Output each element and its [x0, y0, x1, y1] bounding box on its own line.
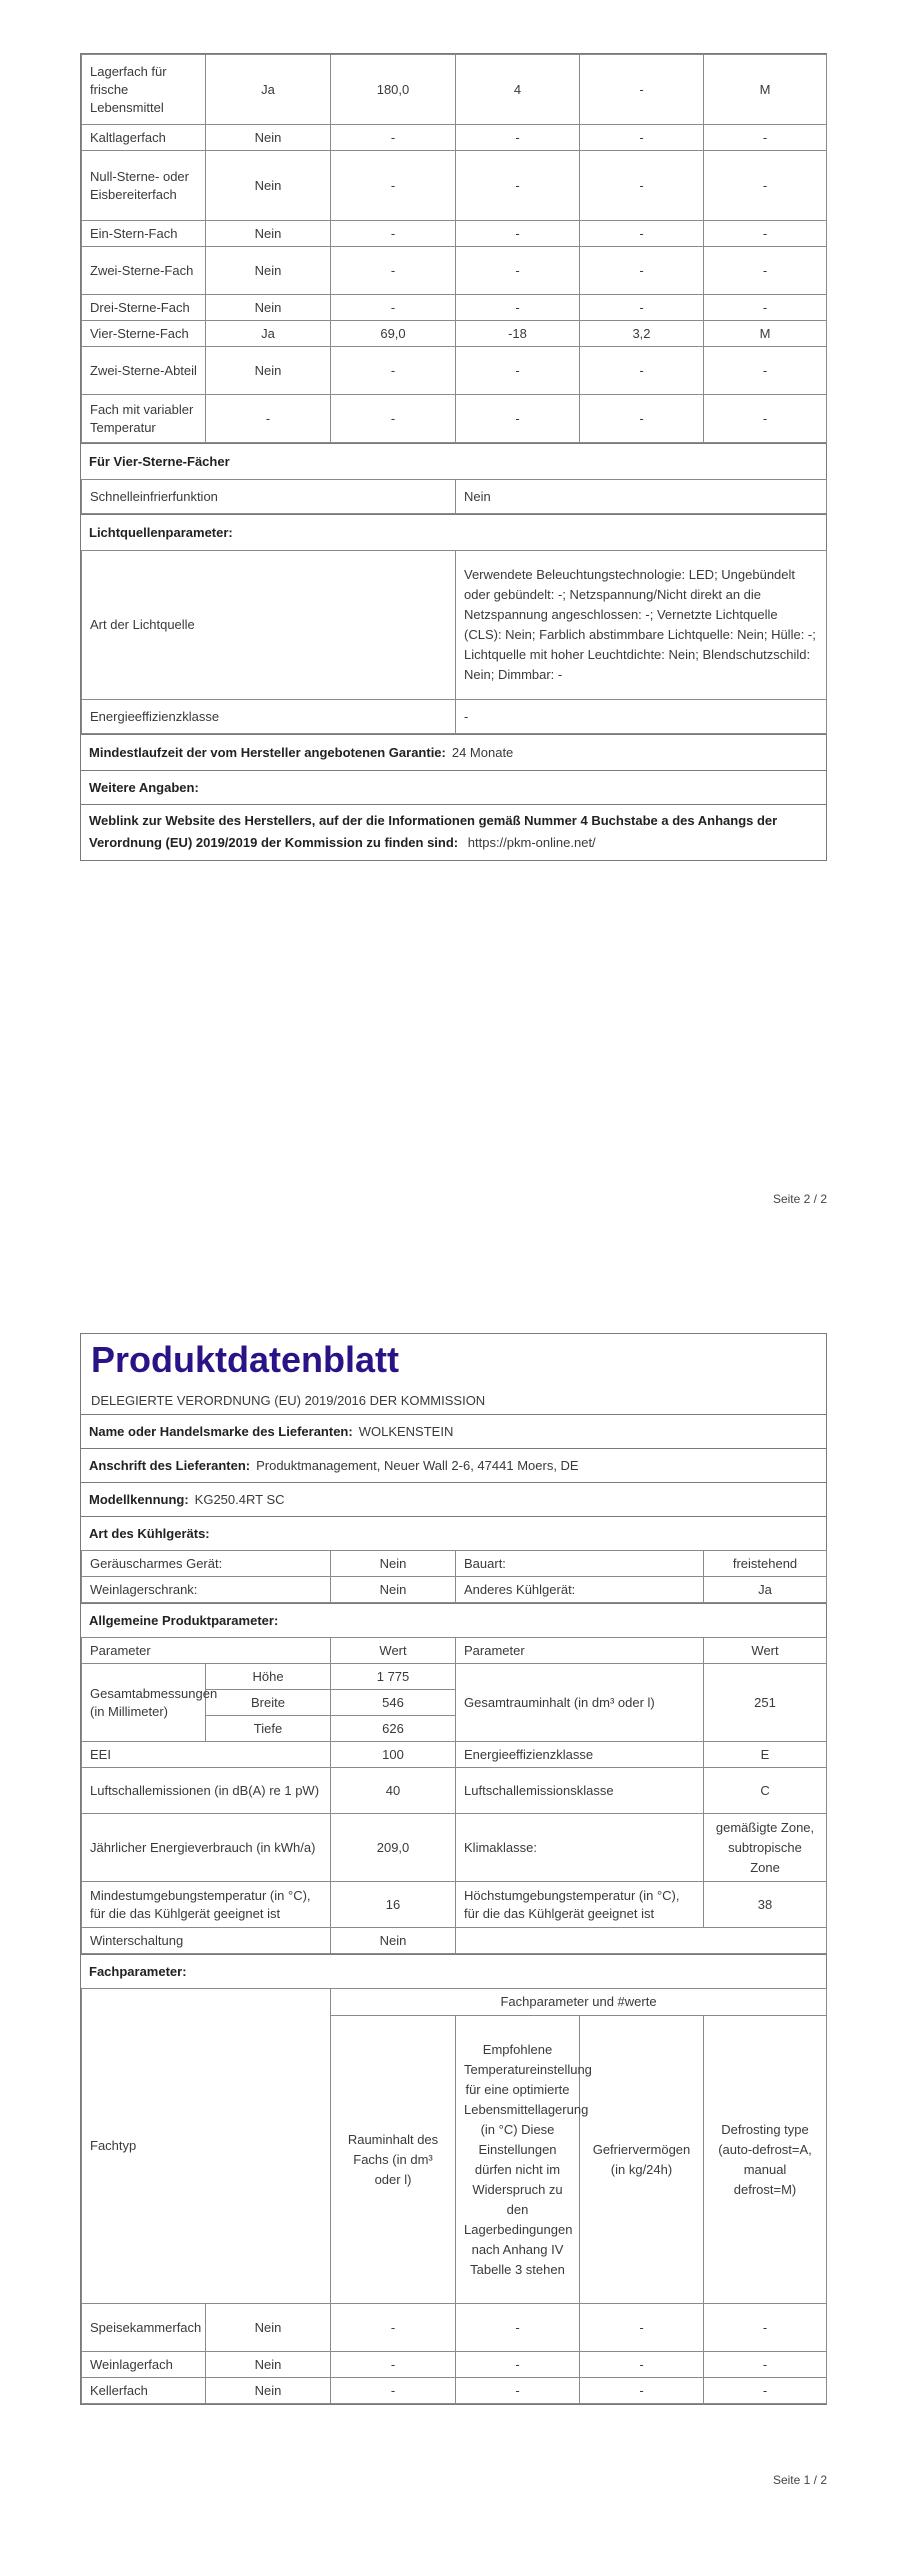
col-freezing-header: Gefriervermögen (in kg/24h): [580, 2016, 704, 2304]
compartment-volume-cell: -: [331, 295, 456, 321]
energy-class-value: E: [704, 1742, 827, 1768]
page1-sheet: [80, 1333, 827, 2405]
design-value: freistehend: [704, 1551, 827, 1577]
compartment-defrost-cell: -: [704, 2378, 827, 2404]
compartment-temperature-cell: 4: [456, 55, 580, 125]
other-value: Ja: [704, 1577, 827, 1603]
value-header-2: Wert: [704, 1638, 827, 1664]
volume-value: 251: [704, 1664, 827, 1742]
compartment-present-cell: Nein: [206, 125, 331, 151]
compartment-type-cell: Drei-Sterne-Fach: [82, 295, 206, 321]
compartment-present-cell: Ja: [206, 321, 331, 347]
compartment-volume-cell: -: [331, 2352, 456, 2378]
brand-label: Name oder Handelsmarke des Lieferanten:: [89, 1424, 353, 1439]
compartment-temperature-cell: -: [456, 347, 580, 395]
max-temp-label: Höchstumgebungstemperatur (in °C), für die das Kühlgerät geeignet ist: [456, 1882, 704, 1928]
param-header: Parameter: [82, 1638, 331, 1664]
page-number: Seite 2 / 2: [772, 1192, 827, 1206]
compartment-volume-cell: -: [331, 2378, 456, 2404]
address-label: Anschrift des Lieferanten:: [89, 1458, 251, 1473]
eei-label: EEI: [82, 1742, 331, 1768]
general-params-table: [81, 1637, 827, 1954]
compartment-present-cell: Nein: [206, 2304, 331, 2352]
compartment-defrost-cell: -: [704, 151, 827, 221]
compartment-freezing-cell: 3,2: [580, 321, 704, 347]
compartment-row: [82, 321, 827, 347]
compartment-present-cell: Nein: [206, 2352, 331, 2378]
min-temp-label: Mindestumgebungstemperatur (in °C), für die das Kühlgerät geeignet ist: [82, 1882, 331, 1928]
compartment-present-cell: Nein: [206, 347, 331, 395]
compartment-type-cell: Weinlagerfach: [82, 2352, 206, 2378]
warranty-label: Mindestlaufzeit der vom Hersteller angebotenen Garantie:: [89, 745, 446, 760]
compartment-defrost-cell: -: [704, 221, 827, 247]
energy-class-label: Energieeffizienzklasse: [456, 1742, 704, 1768]
height-label: Höhe: [206, 1664, 331, 1690]
other-label: Anderes Kühlgerät:: [456, 1577, 704, 1603]
compartment-freezing-cell: -: [580, 55, 704, 125]
col-volume-header: Rauminhalt des Fachs (in dm³ oder l): [331, 2016, 456, 2304]
compartment-type-cell: Null-Sterne- oder Eisbereiterfach: [82, 151, 206, 221]
energy-consumption-label: Jährlicher Energieverbrauch (in kWh/a): [82, 1814, 331, 1882]
compartment-table: [81, 1988, 827, 2404]
page2-sheet: [80, 53, 827, 861]
page-number: Seite 1 / 2: [772, 2473, 827, 2487]
compartment-row: [82, 151, 827, 221]
quick-freeze-table: [81, 479, 827, 514]
compartment-freezing-cell: -: [580, 2352, 704, 2378]
compartment-freezing-cell: -: [580, 125, 704, 151]
param-header-2: Parameter: [456, 1638, 704, 1664]
compartment-defrost-cell: -: [704, 295, 827, 321]
climate-label: Klimaklasse:: [456, 1814, 704, 1882]
address-row: [81, 1448, 826, 1482]
eei-value: 100: [331, 1742, 456, 1768]
warranty-value: 24 Monate: [451, 745, 514, 760]
compartment-type-cell: Zwei-Sterne-Fach: [82, 247, 206, 295]
compartment-temperature-cell: -: [456, 2304, 580, 2352]
weblink-label: Weblink zur Website des Herstellers, auf der die Informationen gemäß Nummer 4 Buchstabe a des Anhangs der Verordnung (EU) 2019/2019 der Kommission zu finden sind:: [89, 813, 778, 850]
compartment-row: [82, 295, 827, 321]
compartment-volume-cell: 180,0: [331, 55, 456, 125]
light-heading: Lichtquellenparameter:: [81, 514, 826, 550]
compartment-row: [82, 221, 827, 247]
compartment-type-cell: Fach mit variabler Temperatur: [82, 395, 206, 443]
low-noise-value: Nein: [331, 1551, 456, 1577]
compartment-volume-cell: -: [331, 221, 456, 247]
compartment-row: [82, 55, 827, 125]
light-class-value: -: [456, 700, 827, 734]
address-value: Produktmanagement, Neuer Wall 2-6, 47441 Moers, DE: [256, 1458, 579, 1473]
energy-consumption-value: 209,0: [331, 1814, 456, 1882]
compartment-defrost-cell: -: [704, 247, 827, 295]
model-row: [81, 1482, 826, 1516]
appliance-type-table: [81, 1550, 827, 1603]
compartment-defrost-cell: -: [704, 2304, 827, 2352]
compartment-row: [82, 347, 827, 395]
compartment-volume-cell: -: [331, 395, 456, 443]
compartment-defrost-cell: -: [704, 125, 827, 151]
col-defrost-header: Defrosting type (auto-defrost=A, manual defrost=M): [704, 2016, 827, 2304]
compartment-row: [82, 2378, 827, 2404]
compartment-row: [82, 125, 827, 151]
weblink-value[interactable]: https://pkm-online.net/: [467, 835, 596, 850]
compartment-volume-cell: 69,0: [331, 321, 456, 347]
compartment-freezing-cell: -: [580, 2304, 704, 2352]
low-noise-label: Geräuscharmes Gerät:: [82, 1551, 331, 1577]
additional-heading: Weitere Angaben:: [81, 770, 826, 804]
noise-value: 40: [331, 1768, 456, 1814]
compartment-freezing-cell: -: [580, 221, 704, 247]
appliance-type-heading: Art des Kühlgeräts:: [81, 1516, 826, 1550]
compartment-temperature-cell: -: [456, 151, 580, 221]
compartment-defrost-cell: M: [704, 55, 827, 125]
compartment-freezing-cell: -: [580, 2378, 704, 2404]
compartment-group-header: Fachparameter und #werte: [331, 1989, 827, 2016]
compartment-defrost-cell: -: [704, 347, 827, 395]
climate-value: gemäßigte Zone, subtropische Zone: [704, 1814, 827, 1882]
compartment-volume-cell: -: [331, 125, 456, 151]
compartment-row: [82, 2352, 827, 2378]
compartment-freezing-cell: -: [580, 247, 704, 295]
compartment-type-cell: Ein-Stern-Fach: [82, 221, 206, 247]
wine-value: Nein: [331, 1577, 456, 1603]
empty-cell: [456, 1928, 827, 1954]
weblink-row: [81, 804, 826, 860]
compartment-volume-cell: -: [331, 2304, 456, 2352]
compartment-type-cell: Kellerfach: [82, 2378, 206, 2404]
compartment-temperature-cell: -: [456, 247, 580, 295]
compartment-volume-cell: -: [331, 347, 456, 395]
general-heading: Allgemeine Produktparameter:: [81, 1603, 826, 1637]
value-header: Wert: [331, 1638, 456, 1664]
depth-label: Tiefe: [206, 1716, 331, 1742]
compartment-type-cell: Kaltlagerfach: [82, 125, 206, 151]
compartment-heading: Fachparameter:: [81, 1954, 826, 1988]
compartment-row: [82, 2304, 827, 2352]
noise-class-label: Luftschallemissionsklasse: [456, 1768, 704, 1814]
compartment-present-cell: Nein: [206, 151, 331, 221]
compartment-type-cell: Zwei-Sterne-Abteil: [82, 347, 206, 395]
compartment-defrost-cell: M: [704, 321, 827, 347]
compartment-type-cell: Lagerfach für frische Lebensmittel: [82, 55, 206, 125]
winter-label: Winterschaltung: [82, 1928, 331, 1954]
compartment-row: [82, 395, 827, 443]
compartment-present-cell: Nein: [206, 247, 331, 295]
compartment-present-cell: Nein: [206, 295, 331, 321]
compartment-temperature-cell: -: [456, 295, 580, 321]
compartment-temperature-cell: -: [456, 125, 580, 151]
compartment-temperature-cell: -: [456, 221, 580, 247]
compartment-volume-cell: -: [331, 151, 456, 221]
compartment-freezing-cell: -: [580, 395, 704, 443]
width-value: 546: [331, 1690, 456, 1716]
dimensions-label: Gesamtabmessungen (in Millimeter): [82, 1664, 206, 1742]
compartment-temperature-cell: -: [456, 395, 580, 443]
regulation-subtitle: DELEGIERTE VERORDNUNG (EU) 2019/2016 DER KOMMISSION: [91, 1392, 486, 1408]
compartment-temperature-cell: -18: [456, 321, 580, 347]
page2-compartment-table: [81, 54, 827, 443]
compartment-type-cell: Speisekammerfach: [82, 2304, 206, 2352]
depth-value: 626: [331, 1716, 456, 1742]
compartment-freezing-cell: -: [580, 295, 704, 321]
wine-label: Weinlagerschrank:: [82, 1577, 331, 1603]
page-title: Produktdatenblatt: [91, 1339, 400, 1380]
light-type-value: Verwendete Beleuchtungstechnologie: LED; Ungebündelt oder gebündelt: -; Netzspannung/Nicht direkt an die Netzspannung angeschlossen: -; Vernetzte Lichtquelle (CLS): Nein; Farblich abstimmbare Lichtquelle: Nein; Hülle: -; Lichtquelle mit hoher Leuchtdichte: Nein; Blendschutzschild: Nein; Dimmbar: -: [456, 551, 827, 700]
light-table: [81, 550, 827, 734]
compartment-row: [82, 247, 827, 295]
noise-class-value: C: [704, 1768, 827, 1814]
compartment-temperature-cell: -: [456, 2378, 580, 2404]
compartment-defrost-cell: -: [704, 2352, 827, 2378]
compartment-present-cell: Ja: [206, 55, 331, 125]
fachtyp-label: Fachtyp: [82, 1989, 331, 2304]
brand-value: WOLKENSTEIN: [358, 1424, 454, 1439]
compartment-freezing-cell: -: [580, 347, 704, 395]
min-temp-value: 16: [331, 1882, 456, 1928]
light-class-label: Energieeffizienzklasse: [82, 700, 456, 734]
compartment-defrost-cell: -: [704, 395, 827, 443]
quick-freeze-value: Nein: [456, 480, 827, 514]
compartment-freezing-cell: -: [580, 151, 704, 221]
compartment-present-cell: Nein: [206, 221, 331, 247]
height-value: 1 775: [331, 1664, 456, 1690]
brand-row: [81, 1414, 826, 1448]
light-type-label: Art der Lichtquelle: [82, 551, 456, 700]
winter-value: Nein: [331, 1928, 456, 1954]
width-label: Breite: [206, 1690, 331, 1716]
volume-label: Gesamtrauminhalt (in dm³ oder l): [456, 1664, 704, 1742]
design-label: Bauart:: [456, 1551, 704, 1577]
compartment-present-cell: Nein: [206, 2378, 331, 2404]
quick-freeze-label: Schnelleinfrierfunktion: [82, 480, 456, 514]
col-temperature-header: Empfohlene Temperatureinstellung für eine optimierte Lebensmittellagerung (in °C) Diese Einstellungen dürfen nicht im Widerspruch zu den Lagerbedingungen nach Anhang IV Tabelle 3 stehen: [456, 2016, 580, 2304]
model-label: Modellkennung:: [89, 1492, 189, 1507]
compartment-volume-cell: -: [331, 247, 456, 295]
warranty-row: [81, 734, 826, 770]
noise-label: Luftschallemissionen (in dB(A) re 1 pW): [82, 1768, 331, 1814]
compartment-present-cell: -: [206, 395, 331, 443]
model-value: KG250.4RT SC: [194, 1492, 285, 1507]
four-star-heading: Für Vier-Sterne-Fächer: [81, 443, 826, 479]
max-temp-value: 38: [704, 1882, 827, 1928]
compartment-temperature-cell: -: [456, 2352, 580, 2378]
compartment-type-cell: Vier-Sterne-Fach: [82, 321, 206, 347]
